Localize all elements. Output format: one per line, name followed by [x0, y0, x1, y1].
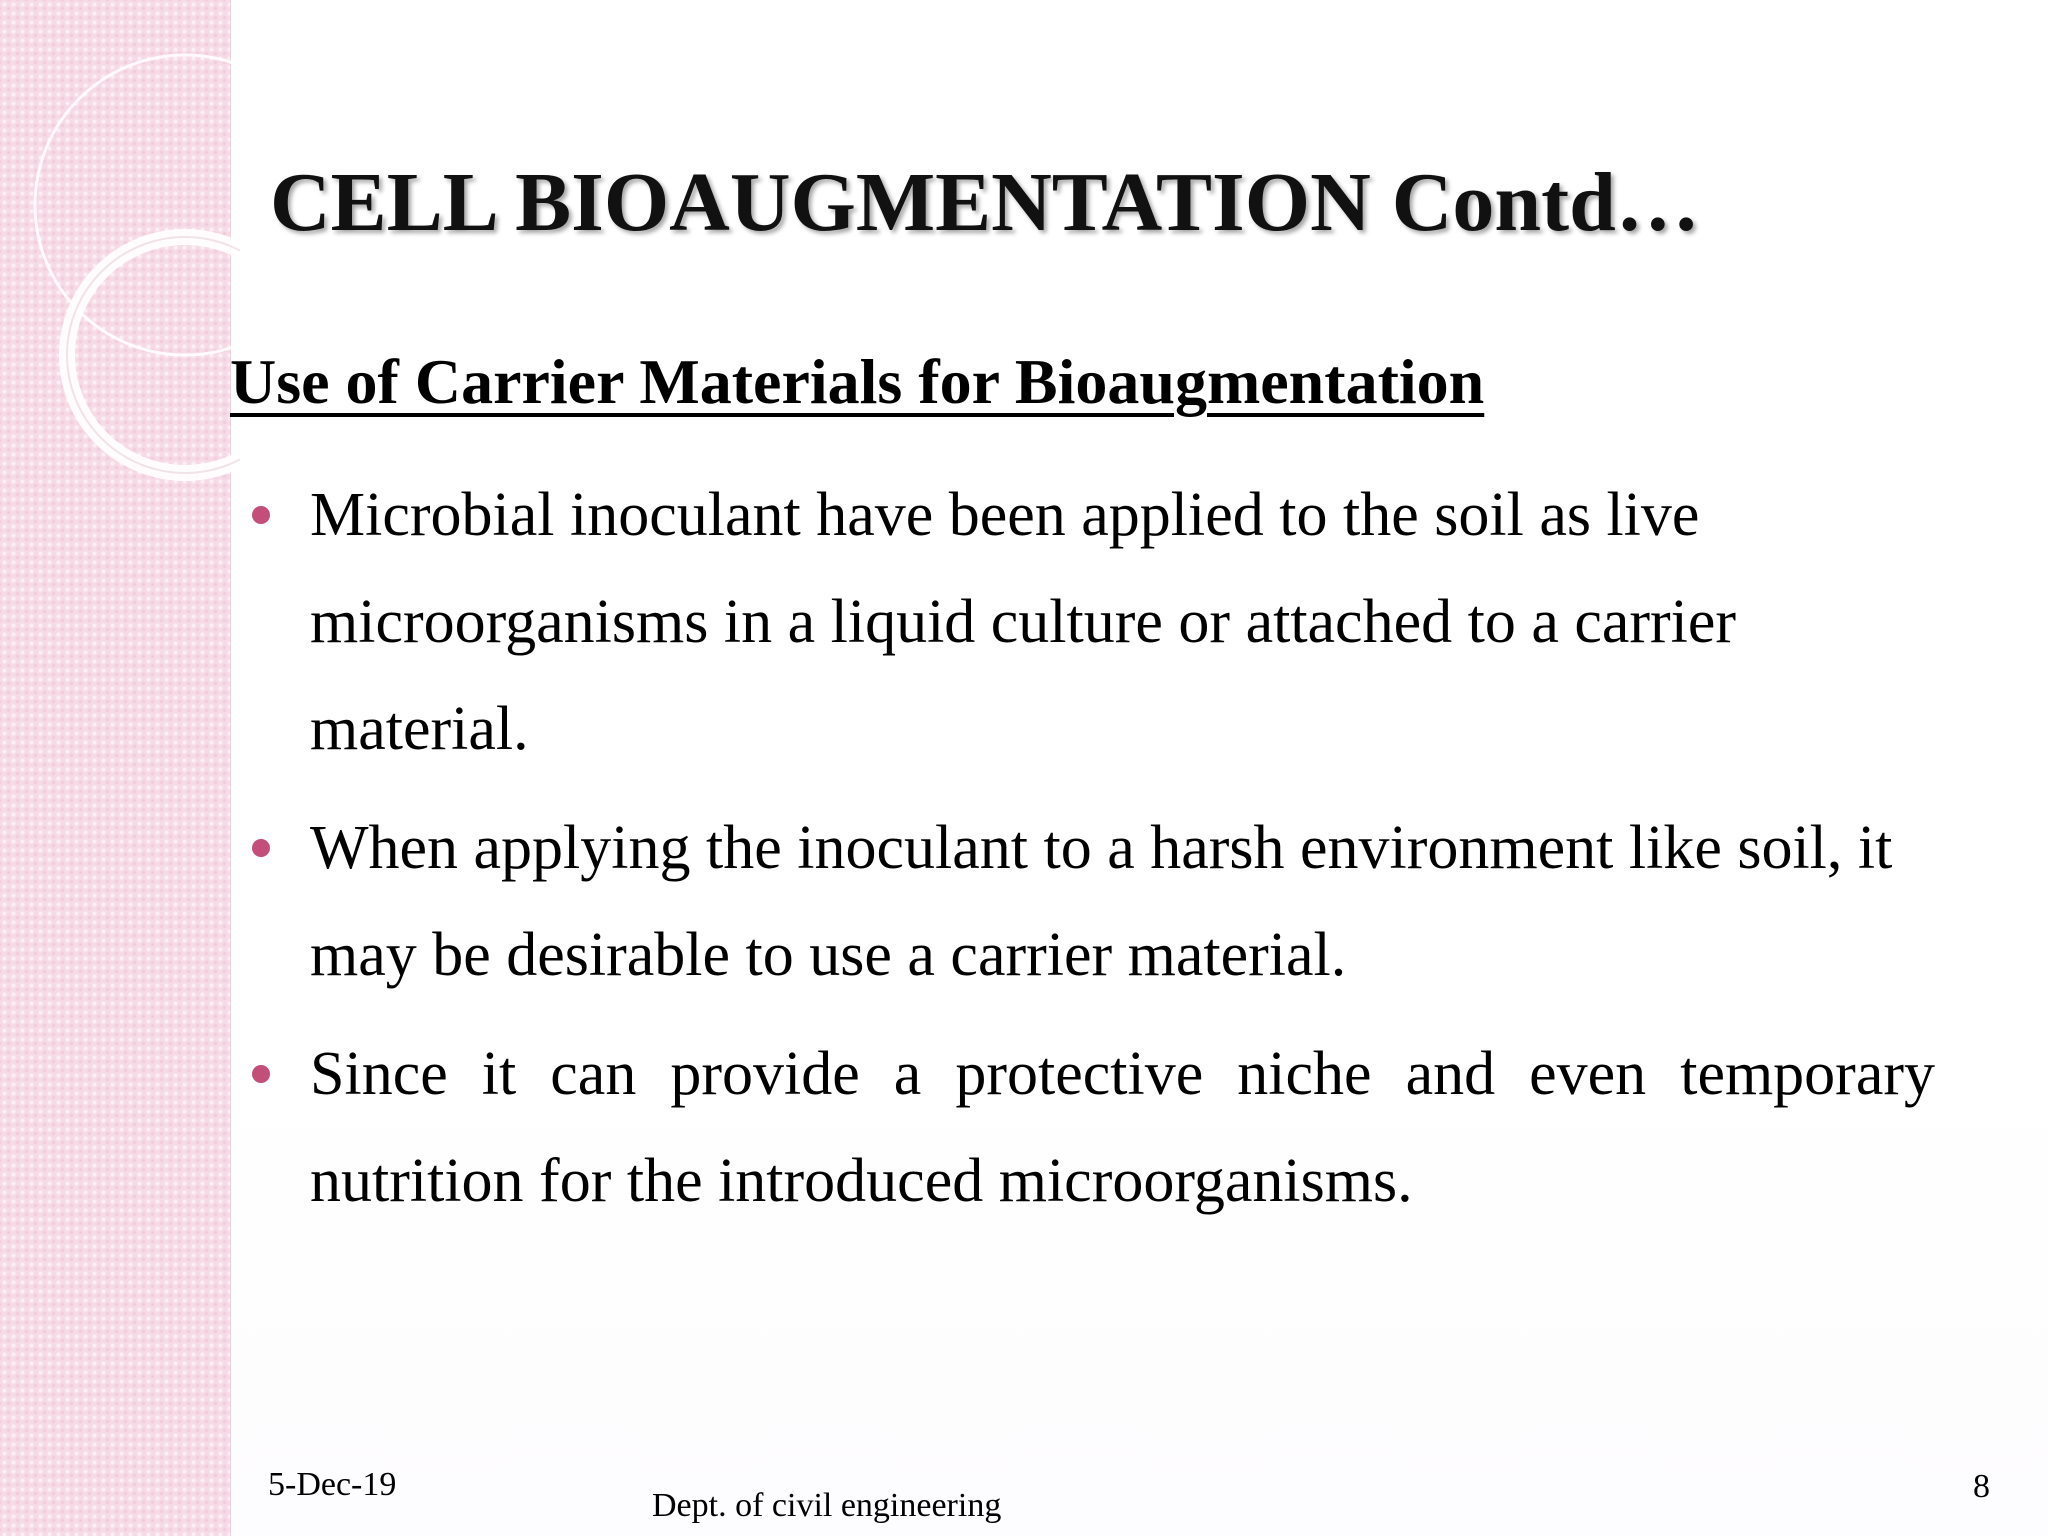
footer-department: Dept. of civil engineering: [652, 1487, 1002, 1524]
bullet-item: [245, 462, 1935, 783]
slide-subtitle: Use of Carrier Materials for Bioaugmentation: [230, 346, 1485, 417]
bullet-list: [245, 462, 1935, 1247]
footer-date: 5-Dec-19: [268, 1466, 397, 1503]
bullet-dot-icon: [252, 839, 270, 857]
bullet-text: Since it can provide a protective niche and even temporary nutrition for the introduced microorganisms.: [310, 1040, 1935, 1215]
small-ring: [67, 237, 240, 473]
bullet-item: [245, 795, 1935, 1009]
bullet-item: [245, 1021, 1935, 1235]
decorative-rings: [0, 0, 240, 520]
bullet-text: When applying the inoculant to a harsh environment like soil, it may be desirable to use a carrier material.: [310, 814, 1893, 989]
bullet-dot-icon: [252, 506, 270, 524]
large-ring: [35, 55, 240, 355]
footer-page-number: 8: [1973, 1468, 1990, 1505]
slide-title: CELL BIOAUGMENTATION Contd…: [270, 156, 1700, 249]
bullet-text: Microbial inoculant have been applied to the soil as live microorganisms in a liquid culture or attached to a carrier material.: [310, 481, 1737, 763]
bullet-dot-icon: [252, 1065, 270, 1083]
